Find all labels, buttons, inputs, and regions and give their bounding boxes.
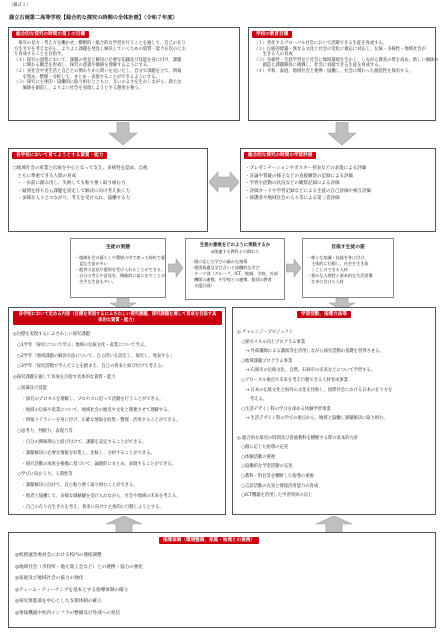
target-student-box xyxy=(302,238,394,298)
content-line: ○2学年「地域課題の解決方法について、自ら問いを設定し、探究し、発表する」 xyxy=(13,353,174,359)
right-arrow-icon xyxy=(168,258,184,278)
development-line: ・個別最適な学び合いと協働的な学び xyxy=(190,265,260,271)
evaluation-item: ・討論や質疑の様子などの直接観察の記録による評価 xyxy=(245,173,353,179)
evaluation-item: ・評価カードや学習記録などによる生徒の自己評価や相互評価 xyxy=(245,188,371,194)
qualities-header: 各学校において育てようとする資質・能力 xyxy=(12,152,107,159)
student-state-header: 生徒の実態 xyxy=(106,245,130,250)
content-line: ○知識及び技能 xyxy=(13,385,47,391)
content-line: ・課題解決に向けて、自ら粘り強く取り組むことができる。 xyxy=(13,483,138,489)
development-line: ・テーマ別（グループ、ICT、地域、学校、外部 xyxy=(190,271,278,277)
student-state-line: ・他者の意見や援助を受け入れることができる。 xyxy=(75,267,166,273)
support-header: 指導体制（環境整備、家庭・地域との連携） xyxy=(159,537,259,544)
down-arrow-icon xyxy=(108,122,138,146)
content-line: ・課題解決に必要な情報を収集し、比較し、分析することができる。 xyxy=(13,450,155,456)
activity-line xyxy=(237,424,392,434)
development-line: 支援計画） xyxy=(190,283,215,289)
content-line: ◎探究課題を通して育成を目指す具体的な資質・能力 xyxy=(13,375,116,381)
school-goal-line: （２）伝統的建築・異なる文化と社会の変化に適応に対応し、伝統・多様性・地域社会が xyxy=(254,46,426,52)
support-item: ◎地域社会（市役所・地元商工会など）との連携・協力の強化 xyxy=(15,564,144,570)
student-state-line: ・地域社会の暮らしや環境の中で育った純朴で素 xyxy=(75,255,166,260)
target-student-line: ・様々な知識・技能を身に付け、 xyxy=(307,255,369,260)
target-student-text xyxy=(307,255,373,285)
support-item: ◎探究推進部を中心とした支援体制の確立 xyxy=(15,599,102,604)
content-box xyxy=(8,307,226,515)
student-state-line: 苦手な生徒も多い。 xyxy=(75,279,116,285)
content-line: ・情報リテラシーを身に付け、正確な情報を収集・整理・活用することができる。 xyxy=(13,418,181,424)
goal-line: に関わる概念を形成し、探究の意義や価値を理解するようにする。 xyxy=(14,63,152,69)
content-line: ・他者と協働して、多様な価値観を受け入れながら、社会や地域の未来を考える。 xyxy=(13,493,181,499)
target-student-header: 目指す生徒の姿 xyxy=(331,245,365,250)
quality-item: ・疑問を持ち自ら課題を設定して解決に向け考え抜く力 xyxy=(13,188,130,194)
activity-line: ○グローカル視点で未来を考え行動できる人材育成事業 xyxy=(237,377,349,383)
activity-line: ○生活デザイン科の学びを深める体験学習事業 xyxy=(237,406,331,412)
activity-header: 学習活動、指導方法等 xyxy=(297,311,351,318)
goal-line: 探究の見方・考え方を働かせ、横断的・総合的な学習を行うことを通して、自己の在り xyxy=(14,41,186,46)
goal-line: （３）探究に主体的・協働的に取り組むとともに、互いのよさを生かしながら、新たな xyxy=(14,80,182,86)
form-label: （様式１） xyxy=(9,3,31,8)
school-goal-header: 学校の教育目標 xyxy=(252,31,292,38)
student-state-text xyxy=(75,255,165,285)
development-text xyxy=(190,259,278,289)
evaluation-header: 総合的な探究の時間の学習評価 xyxy=(244,152,316,159)
content-line: ○3学年「探究活動で学んだことを踏まえ、自己の将来と結び付けて考える」 xyxy=(13,364,166,370)
activity-line: ○言語活動の充実と情報活用能力の育成 xyxy=(237,483,319,489)
student-state-box xyxy=(70,238,166,298)
content-line: ・地域の伝統や産業について、地域社会の歴史や文化と関連させて理解する。 xyxy=(13,407,172,413)
target-student-line: ・豊かな人間性と基本的な生活習慣 xyxy=(307,273,373,279)
activity-line: → 日本の伝統文化と海外の文化を比較し、国際社会における日本の在り方を xyxy=(237,387,393,393)
activity-line: ○ICT機器を活用した学習効果の向上 xyxy=(237,493,313,499)
school-goal-line: （４）平和、家庭、地域社会と連携・協働し、社会に関わった創造性を保有する。 xyxy=(254,68,413,74)
school-goal-line: （３）多様性・生涯学習など社会に地域環境を生かし、しながら教育の質を高め、新しい価値の xyxy=(254,57,439,63)
activity-line: ○教科・科目等を横断した指導の重視 xyxy=(237,473,314,479)
content-text xyxy=(13,330,181,514)
content-line: ・探究活動の成果を根拠に基づいて、論理的にまとめ、表現することができる。 xyxy=(13,461,177,467)
activity-line: → 外部講師による講演等を活用しながら探究活動の基礎を習得させる。 xyxy=(237,349,384,355)
evaluation-item: ・プレゼンテーションやポスター発表などの表現による評価 xyxy=(245,166,367,171)
activity-line: ○探究スキル向上プログラム事業 xyxy=(237,339,306,345)
quality-item: ・一歩前に踏み出し、失敗しても粘り強く取り組む力 xyxy=(13,181,126,187)
content-line: ・自己の在り方生き方を考え、将来に向けて主体的に行動しようとする。 xyxy=(13,504,164,510)
goal-header: 総合的な探究の時間の第１の目標 xyxy=(12,31,89,38)
support-box xyxy=(8,532,436,628)
qualities-box xyxy=(8,148,208,232)
school-goal-line: （１）変化するグローバル社会において活躍できる生徒を育成する。 xyxy=(254,41,387,46)
goal-line: を集め、整理・分析して、まとめ・表現することができるようにする。 xyxy=(14,74,160,80)
evaluation-item: ・保護者や地域社会の人々等による第三者評価 xyxy=(245,196,340,202)
activity-line: → 石岡市の伝統文化、自然、石岡市の未来などについて学習する。 xyxy=(237,368,376,374)
school-goal-line: 創造と課題解決に挑戦し、社会に貢献できる生徒を育成する。 xyxy=(254,63,383,69)
content-header-text: 各学校において定める内容（目標を実現するにふさわしい探究課題、探究課題を通して育成を目指す具体的な資質・能力） xyxy=(18,312,217,324)
development-header: 生徒の意欲をどのように実践するか xyxy=(199,243,271,248)
activity-line: ○体験活動の重視 xyxy=(237,454,276,460)
evaluation-list xyxy=(245,165,371,203)
goal-line: （１）探究の過程において、課題の発見と解決に必要な知識及び技能を身に付け、課題 xyxy=(14,57,182,63)
development-box xyxy=(185,238,285,300)
target-student-line: くことのできる人材 xyxy=(307,267,348,273)
goal-line: 価値を創造し、よりよい社会を実現しようとする態度を養う。 xyxy=(14,85,143,91)
activity-text xyxy=(237,328,392,501)
activity-line: ○地域課題プログラム事業 xyxy=(237,358,293,364)
activity-line: ◎ 総合的な探究の時間及び普通教科を横断する際の基本的方針 xyxy=(237,435,359,441)
quality-item: ・多様な人々とつながり、考えを受け入れ、協働する力 xyxy=(13,196,131,202)
qualities-list xyxy=(13,165,148,203)
activity-line: 考える。 xyxy=(237,397,268,403)
goal-box xyxy=(8,27,240,121)
up-arrow-icon xyxy=(104,516,144,532)
content-line: ○1学年「探究について学ぶ」地域の伝統文化・産業について学ぶ。 xyxy=(13,342,149,348)
goal-line: り育成することを目指す。 xyxy=(14,52,66,58)
activity-line: ○協働的な学習活動の充実 xyxy=(237,464,293,470)
target-student-line: 主体的に行動し、社会を生き抜 xyxy=(307,261,369,267)
double-arrow-icon xyxy=(209,171,239,193)
content-header xyxy=(13,311,222,325)
support-item: ◎情報機器や校内インフラの整備及び外部への発信 xyxy=(15,610,121,616)
evaluation-box xyxy=(240,148,436,232)
school-goal-text xyxy=(254,41,439,75)
content-line: ・自分の興味関心と結び付けて、課題を設定することができる。 xyxy=(13,439,147,445)
page-title: 鹿立石岡第二高等学校【総合的な探究の時間の全体計画】（令和７年度） xyxy=(9,15,178,21)
support-item: ◎家庭及び地域社会の協力の強化 xyxy=(15,576,84,581)
content-line: ○思考力、判断力、表現力等 xyxy=(13,429,73,435)
content-line: ・探究のプロセスを理解し、プロセスに沿って活動を行うことができる。 xyxy=(13,396,164,402)
content-line: ◎目標を実現するにふさわしい探究課題 xyxy=(13,332,90,337)
student-state-line: ・自分の考えや意見を、積極的に前に出すことが xyxy=(75,273,166,279)
right-arrow-icon xyxy=(286,258,302,278)
development-sub: ◎関連する教科との関わり xyxy=(210,249,260,254)
support-list xyxy=(15,550,143,619)
support-item: ◎校務運営委員会における校内の連絡調整 xyxy=(15,553,102,558)
goal-line: （２）実社会や実生活と自己との関わりから問いを見いだし、自分で課題を立て、情報 xyxy=(14,68,182,74)
up-arrow-icon xyxy=(314,516,354,532)
quality-item: ○地域社会の産業と伝統を中心となって支え、多様性を認め、自他 xyxy=(13,166,148,171)
support-item: ◎ティーム・ティーチングを基本とする指導体制の確立 xyxy=(15,587,129,593)
school-goal-line: 生きる人の育成 xyxy=(254,52,293,58)
school-goal-box xyxy=(248,27,439,121)
development-line: 機関の連携、中学校との連携、個別の教育 xyxy=(190,277,272,283)
activity-line: ○個に応じた指導の充実 xyxy=(237,445,289,451)
content-line: ○学びに向かう力、人間性等 xyxy=(13,472,73,478)
down-arrow-icon xyxy=(327,122,357,146)
quality-item: ともに尊重できる人間の育成 xyxy=(13,173,76,179)
activity-line: ◎ チャレンジ・プロジェクト xyxy=(237,330,294,335)
student-state-line: 直な生徒が多い xyxy=(75,261,108,267)
goal-text xyxy=(14,41,186,91)
activity-box xyxy=(232,307,436,515)
evaluation-item: ・学習や活動の状況などの観察記録による評価 xyxy=(245,181,340,187)
goal-line: 方生き方を考えながら、よりよく課題を発見し解決していくための資質・能力を次のとお xyxy=(14,46,186,52)
development-line: ・個に応じた学びの細かな指導 xyxy=(190,259,248,264)
target-student-line: を身に付けた人材 xyxy=(307,279,344,285)
activity-line: → 生活デザイン科の学びの視点から、地域と協働し課題解決に取り組む。 xyxy=(237,416,388,422)
